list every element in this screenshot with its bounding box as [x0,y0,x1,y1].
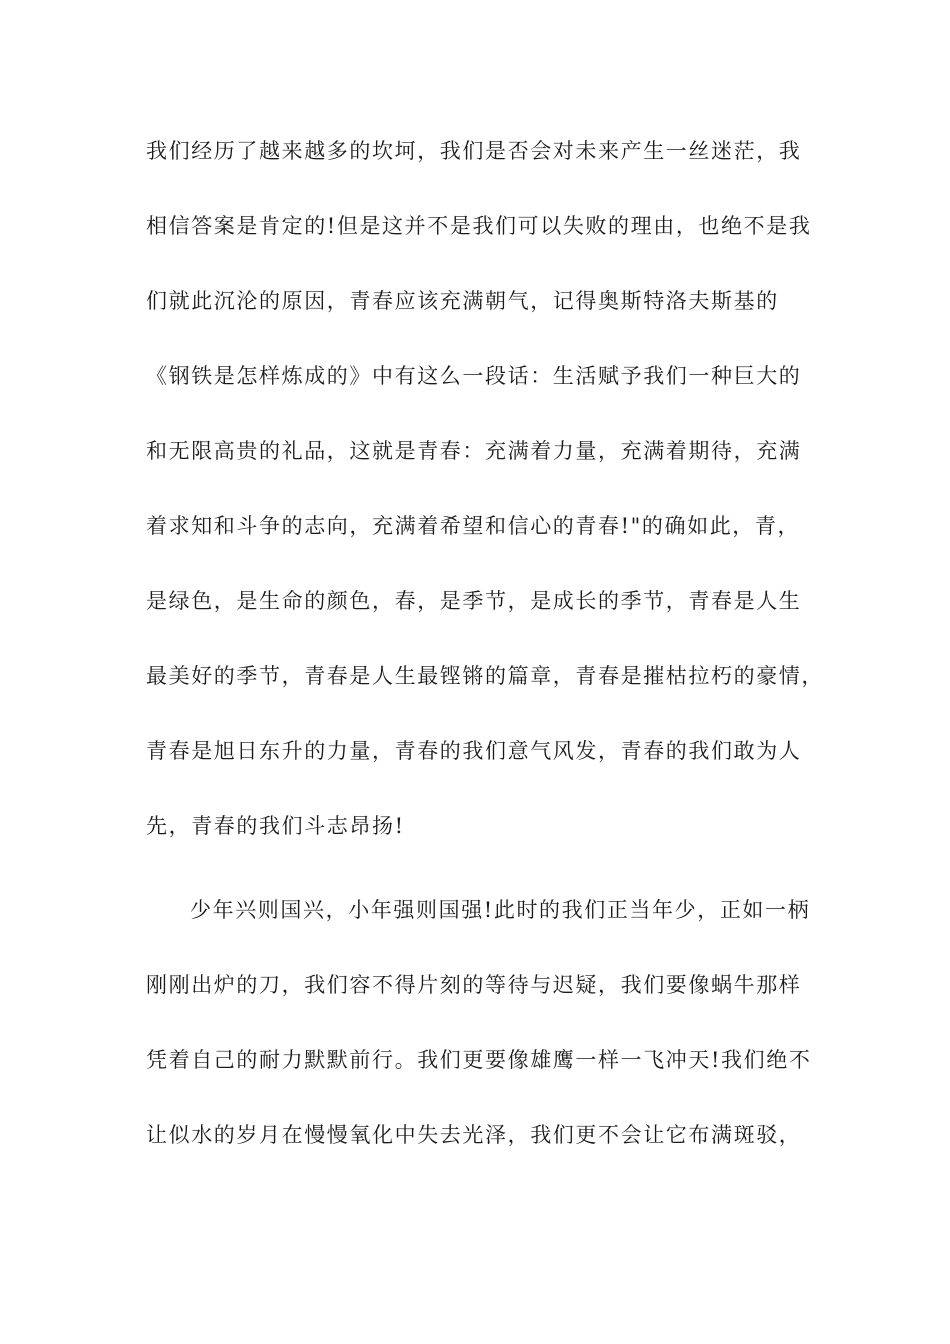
text-line: 和无限高贵的礼品，这就是青春：充满着力量，充满着期待，充满 [146,439,802,463]
text-line: 相信答案是肯定的!但是这并不是我们可以失败的理由，也绝不是我 [146,214,812,238]
text-line: 着求知和斗争的志向，充满着希望和信心的青春!"的确如此，青， [146,514,801,538]
text-line: 《钢铁是怎样炼成的》中有这么一段话：生活赋予我们一种巨大的 [146,364,802,388]
text-line: 我们经历了越来越多的坎坷，我们是否会对未来产生一丝迷茫，我 [146,139,802,163]
text-line: 少年兴则国兴，小年强则国强!此时的我们正当年少，正如一柄 [190,898,811,922]
text-line: 们就此沉沦的原因，青春应该充满朝气，记得奥斯特洛夫斯基的 [146,289,779,313]
body-text [146,131,826,1190]
paragraph-2 [146,890,826,1190]
text-line: 让似水的岁月在慢慢氧化中失去光泽，我们更不会让它布满斑驳， [146,1123,802,1147]
text-line: 青春是旭日东升的力量，青春的我们意气风发，青春的我们敢为人 [146,739,802,763]
paragraph-1 [146,131,826,881]
paragraph-spacer [146,881,826,890]
text-line: 最美好的季节，青春是人生最铿锵的篇章，青春是摧枯拉朽的豪情， [146,664,824,688]
text-line: 是绿色，是生命的颜色，春，是季节，是成长的季节，青春是人生 [146,589,802,613]
text-line: 凭着自己的耐力默默前行。我们更要像雄鹰一样一飞冲天!我们绝不 [146,1048,812,1072]
text-line: 先，青春的我们斗志昂扬! [146,814,405,838]
text-line: 刚刚出炉的刀，我们容不得片刻的等待与迟疑，我们要像蜗牛那样 [146,973,802,997]
